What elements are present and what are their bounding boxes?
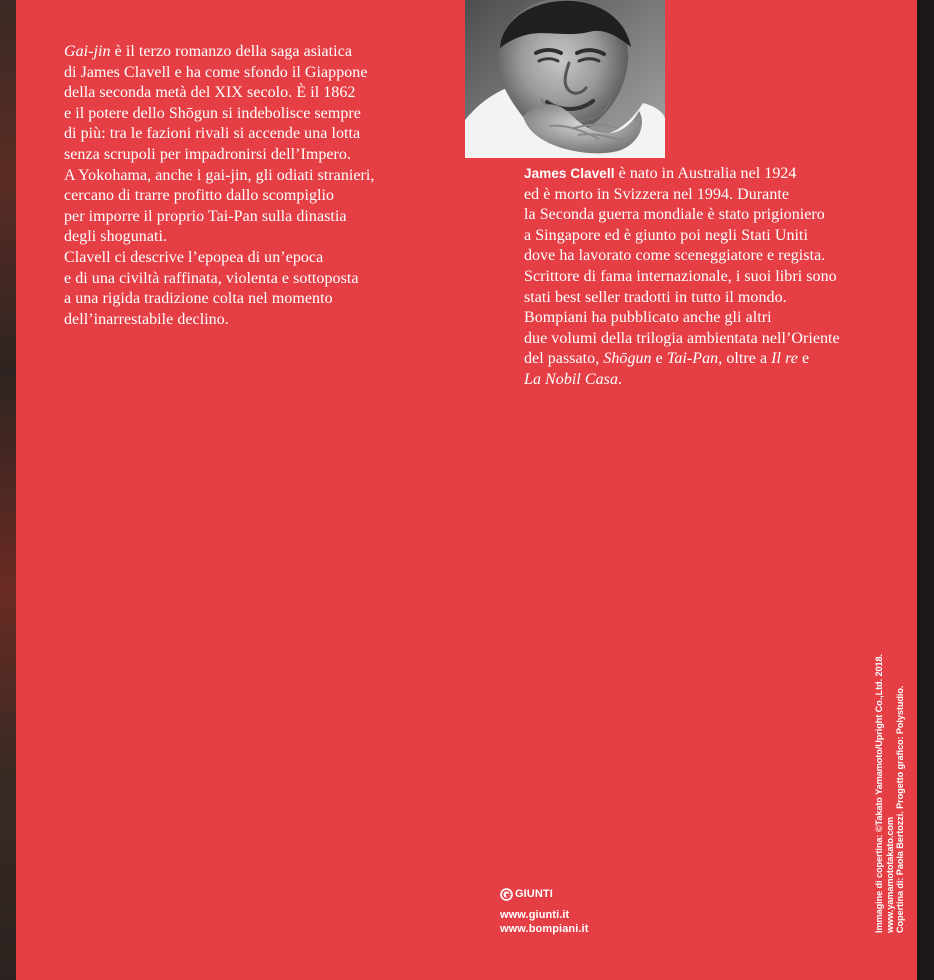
synopsis-line-2: di James Clavell e ha come sfondo il Giappone: [64, 63, 368, 81]
left-cover-edge: [0, 0, 16, 980]
author-portrait-image: [465, 0, 665, 158]
giunti-website-link[interactable]: www.giunti.it: [500, 909, 570, 921]
artist-website-credit: www.yamamototakato.com: [884, 817, 895, 933]
giunti-logo-text: GIUNTI: [515, 888, 553, 900]
synopsis-line-11: Clavell ci descrive l’epopea di un’epoca: [64, 248, 324, 266]
cover-credits: [874, 653, 906, 933]
synopsis-line-4: e il potere dello Shōgun si indebolisce sempre: [64, 104, 361, 122]
bio-line-10-mid2: , oltre a: [718, 350, 772, 368]
right-cover-edge: [917, 0, 934, 980]
bio-line-11: [524, 370, 894, 391]
bio-line-10-mid1: e: [651, 350, 667, 368]
cover-image-credit: Immagine di copertina: ©Takato Yamamoto/Upright Co.,Ltd. 2018.: [874, 654, 884, 933]
bio-line-10-prefix: del passato,: [524, 350, 604, 368]
bio-line-7: stati best seller tradotti in tutto il mondo.: [524, 288, 787, 306]
synopsis-line-1-rest: è il terzo romanzo della saga asiatica: [110, 43, 352, 60]
synopsis-line-1: [64, 42, 424, 63]
author-name: James Clavell: [524, 166, 615, 181]
bio-line-1: [524, 164, 894, 185]
book-title-la-nobil-casa: La Nobil Casa: [524, 370, 619, 388]
bio-line-2: ed è morto in Svizzera nel 1994. Durante: [524, 185, 790, 203]
bompiani-website-link[interactable]: www.bompiani.it: [500, 922, 589, 935]
bio-line-10-suffix: e: [797, 350, 810, 368]
back-cover: [16, 0, 917, 980]
book-title-shogun: Shōgun: [603, 350, 652, 368]
bio-line-10: [524, 349, 894, 370]
giunti-logo-icon: [500, 888, 513, 901]
book-title-tai-pan: Tai-Pan: [666, 350, 719, 368]
synopsis-line-9: per imporre il proprio Tai-Pan sulla dinastia: [64, 207, 347, 225]
synopsis-line-6: senza scrupoli per impadronirsi dell’Impero.: [64, 145, 351, 163]
book-title-il-re: Il re: [771, 350, 798, 368]
bio-line-6: Scrittore di fama internazionale, i suoi libri sono: [524, 267, 837, 285]
synopsis: [64, 42, 424, 330]
bio-line-1-rest: è nato in Australia nel 1924: [614, 165, 797, 182]
bio-line-9: due volumi della trilogia ambientata nell’Oriente: [524, 329, 840, 347]
synopsis-line-7: A Yokohama, anche i gai-jin, gli odiati stranieri,: [64, 166, 375, 184]
design-credit: Copertina di: Paola Bertozzi. Progetto grafico: Polystudio.: [895, 685, 906, 933]
publisher-websites: [500, 909, 588, 936]
giunti-logo: [500, 886, 553, 902]
bio-line-4: a Singapore ed è giunto poi negli Stati Uniti: [524, 226, 808, 244]
author-biography: [524, 164, 894, 391]
bio-line-5: dove ha lavorato come sceneggiatore e regista.: [524, 247, 826, 265]
synopsis-line-3: della seconda metà del XIX secolo. È il 1862: [64, 84, 356, 102]
book-title-italic: Gai-jin: [64, 43, 111, 60]
synopsis-line-12: e di una civiltà raffinata, violenta e sottoposta: [64, 269, 359, 287]
author-portrait: [465, 0, 665, 158]
synopsis-line-8: cercano di trarre profitto dallo scompiglio: [64, 187, 335, 205]
synopsis-line-14: dell’inarrestabile declino.: [64, 310, 229, 328]
synopsis-line-5: di più: tra le fazioni rivali si accende una lotta: [64, 125, 361, 143]
synopsis-line-13: a una rigida tradizione colta nel momento: [64, 290, 333, 308]
bio-line-11-suffix: .: [618, 370, 623, 388]
bio-line-3: la Seconda guerra mondiale è stato prigioniero: [524, 206, 825, 224]
synopsis-line-10: degli shogunati.: [64, 228, 168, 246]
bio-line-8: Bompiani ha pubblicato anche gli altri: [524, 309, 772, 327]
